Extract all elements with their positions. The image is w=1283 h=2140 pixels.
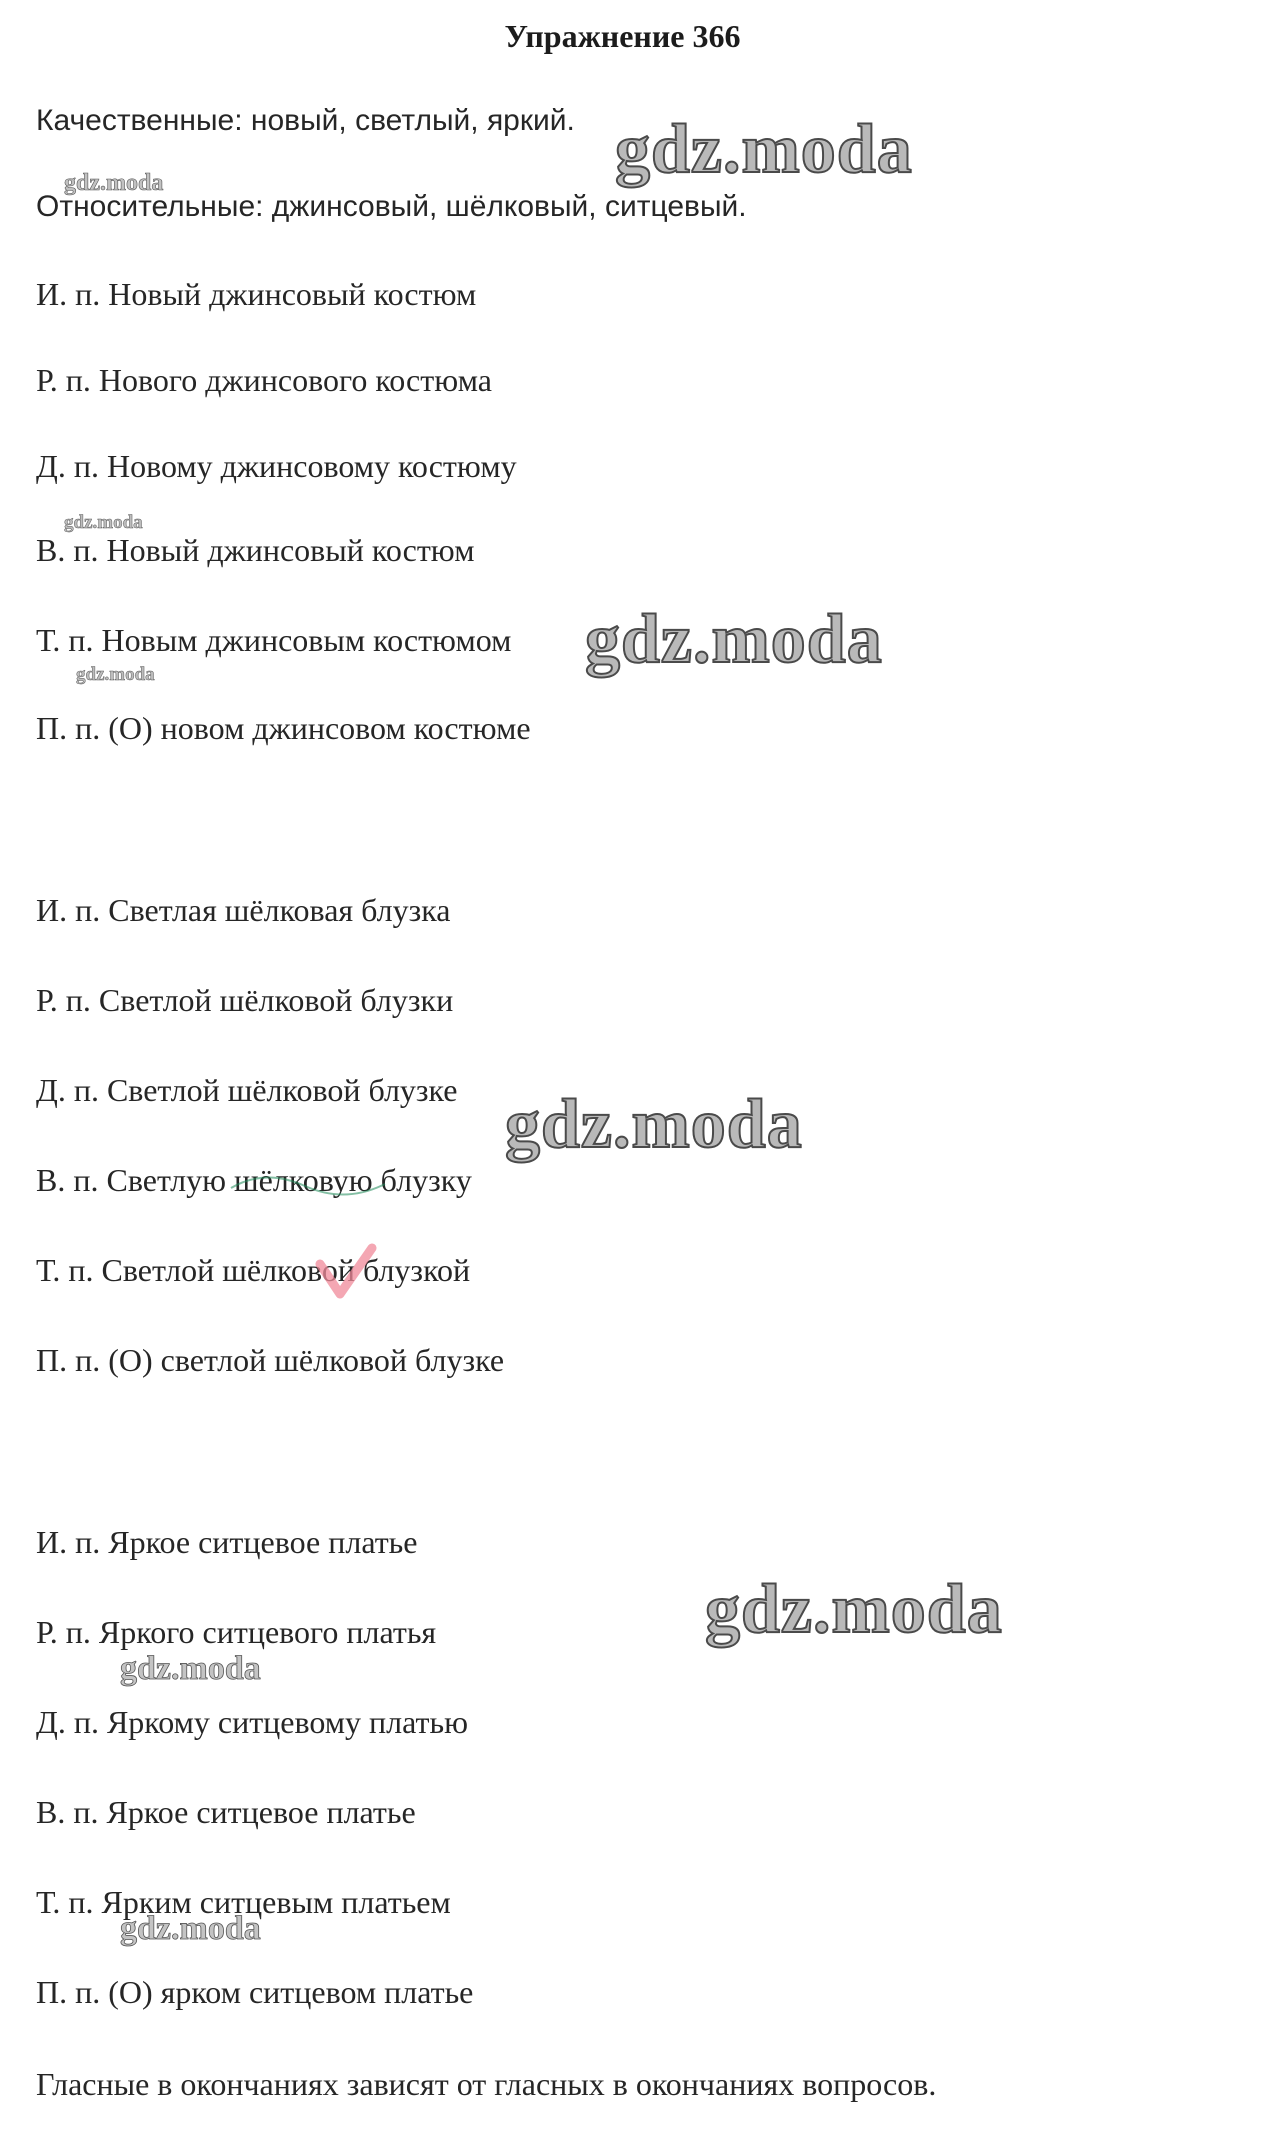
relative-adjectives: Относительные: джинсовый, шёлковый, ситцевый. [36, 190, 747, 223]
case-line: Р. п. Яркого ситцевого платья [36, 1614, 437, 1650]
case-line: Д. п. Светлой шёлковой блузке [36, 1072, 458, 1108]
case-line: И. п. Яркое ситцевое платье [36, 1524, 418, 1560]
case-line: Д. п. Новому джинсовому костюму [36, 448, 517, 484]
case-line: И. п. Новый джинсовый костюм [36, 276, 477, 312]
case-line: И. п. Светлая шёлковая блузка [36, 892, 451, 928]
watermark: gdz.moda [76, 664, 155, 685]
pink-check-mark [310, 1242, 380, 1312]
watermark: gdz.moda [585, 601, 883, 678]
exercise-title: Упражнение 366 [504, 18, 741, 54]
case-line: Т. п. Светлой шёлковой блузкой [36, 1252, 471, 1288]
watermark: gdz.moda [120, 1910, 261, 1947]
case-line: В. п. Светлую шёлковую блузку [36, 1162, 472, 1198]
watermark: gdz.moda [64, 512, 143, 533]
case-line: Т. п. Новым джинсовым костюмом [36, 622, 512, 658]
watermark: gdz.moda [615, 111, 913, 188]
case-line: П. п. (О) ярком ситцевом платье [36, 1974, 474, 2010]
case-line: П. п. (О) новом джинсовом костюме [36, 710, 531, 746]
case-line: В. п. Новый джинсовый костюм [36, 532, 475, 568]
watermark: gdz.moda [705, 1571, 1003, 1648]
case-line: Р. п. Светлой шёлковой блузки [36, 982, 454, 1018]
watermark: gdz.moda [120, 1650, 261, 1687]
case-line: Р. п. Нового джинсового костюма [36, 362, 492, 398]
case-line: В. п. Яркое ситцевое платье [36, 1794, 416, 1830]
green-highlight-mark [225, 1160, 435, 1200]
case-line: Т. п. Ярким ситцевым платьем [36, 1884, 451, 1920]
qualitative-adjectives: Качественные: новый, светлый, яркий. [36, 104, 575, 137]
watermark: gdz.moda [64, 170, 164, 196]
watermark: gdz.moda [505, 1086, 803, 1163]
case-line: Д. п. Яркому ситцевому платью [36, 1704, 468, 1740]
conclusion-text: Гласные в окончаниях зависят от гласных в окончаниях вопросов. [36, 2066, 937, 2102]
case-line: П. п. (О) светлой шёлковой блузке [36, 1342, 505, 1378]
